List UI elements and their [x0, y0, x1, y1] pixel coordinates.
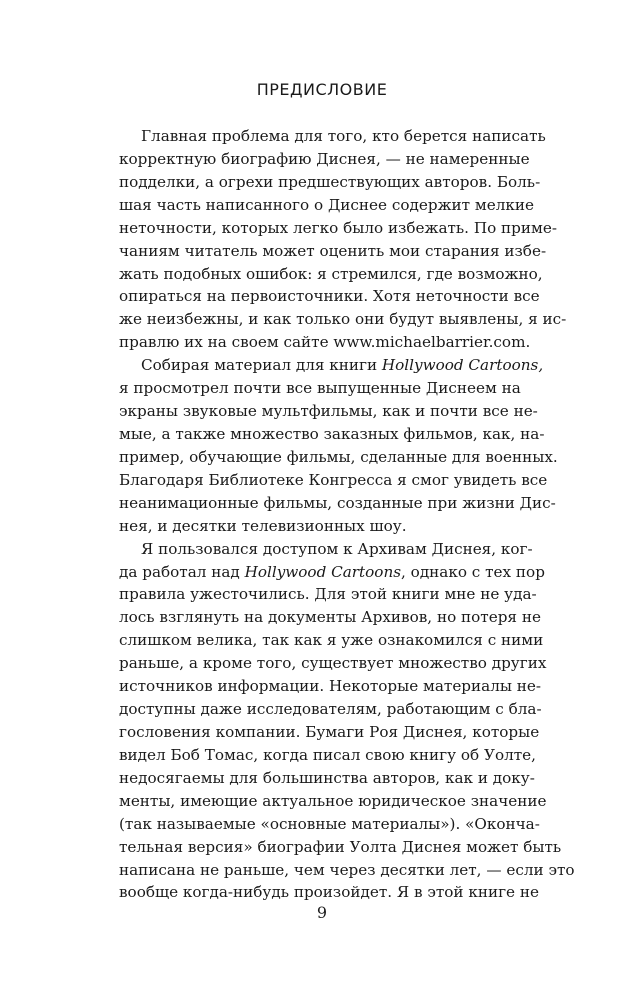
text-line	[119, 354, 544, 377]
text-segment: видел Боб Томас, когда писал свою книгу об Уолте,	[119, 745, 536, 764]
text-line	[119, 446, 558, 469]
text-line	[119, 125, 546, 148]
text-line	[119, 423, 545, 446]
text-line	[119, 515, 515, 538]
text-segment: Я пользовался доступом к Архивам Диснея, ког-	[141, 539, 533, 558]
text-line	[119, 194, 534, 217]
text-line	[119, 881, 539, 904]
text-segment: слишком велика, так как я уже ознакомился с ними	[119, 631, 544, 650]
text-line	[119, 744, 536, 767]
italic-title: Hollywood Cartoons	[244, 562, 402, 581]
text-line	[119, 790, 547, 813]
text-line	[119, 698, 542, 721]
text-line	[119, 813, 540, 836]
text-line	[119, 859, 575, 882]
text-segment: лось взглянуть на документы Архивов, но потеря не	[119, 608, 541, 627]
text-line	[119, 538, 533, 561]
text-line	[119, 721, 540, 744]
text-segment: недосягаемы для большинства авторов, как и доку-	[119, 768, 535, 787]
text-line	[119, 836, 562, 859]
text-segment: неанимационные фильмы, созданные при жизни Дис-	[119, 493, 556, 512]
text-segment: нея, и десятки телевизионных шоу.	[119, 516, 407, 535]
text-segment: менты, имеющие актуальное юридическое значение	[119, 791, 547, 810]
text-segment: же неизбежны, и как только они будут выявлены, я ис-	[119, 310, 567, 329]
text-segment: Благодаря Библиотеке Конгресса я смог увидеть все	[119, 470, 548, 489]
text-segment: чаниям читатель может оценить мои старания избе-	[119, 241, 547, 260]
text-segment: доступны даже исследователям, работающим с бла-	[119, 700, 542, 719]
text-segment: гословения компании. Бумаги Роя Диснея, которые	[119, 722, 540, 741]
text-segment: я просмотрел почти все выпущенные Диснеем на	[119, 379, 521, 398]
text-segment: экраны звуковые мультфильмы, как и почти все не-	[119, 402, 538, 421]
italic-title: Hollywood Cartoons,	[381, 356, 544, 375]
text-segment: Собирая материал для книги	[141, 356, 382, 375]
text-segment: (так называемые «основные материалы»). «Оконча-	[119, 814, 540, 833]
text-segment: написана не раньше, чем через десятки лет, — если это	[119, 860, 575, 879]
text-segment: подделки, а огрехи предшествующих авторов. Боль-	[119, 172, 541, 191]
text-line	[119, 469, 548, 492]
text-segment: , однако с тех пор	[401, 562, 545, 581]
text-line	[119, 148, 530, 171]
text-line	[119, 217, 557, 240]
text-line	[119, 583, 537, 606]
text-segment: опираться на первоисточники. Хотя неточности все	[119, 287, 540, 306]
text-segment: правила ужесточились. Для этой книги мне не уда-	[119, 585, 537, 604]
text-line	[119, 263, 543, 286]
text-line	[119, 492, 556, 515]
text-line	[119, 400, 538, 423]
text-segment: жать подобных ошибок: я стремился, где возможно,	[119, 264, 543, 283]
text-line	[119, 767, 535, 790]
text-segment: корректную биографию Диснея, — не намеренные	[119, 149, 530, 168]
text-segment: Главная проблема для того, кто берется написать	[141, 127, 546, 145]
body-text	[119, 125, 575, 904]
text-segment: правлю их на своем сайте www.michaelbarrier.com.	[119, 333, 531, 352]
text-segment: неточности, которых легко было избежать. По приме-	[119, 218, 557, 237]
text-line	[119, 675, 542, 698]
text-line	[119, 561, 545, 584]
text-line	[119, 629, 544, 652]
text-segment: тельная версия» биографии Уолта Диснея может быть	[119, 837, 562, 856]
text-line	[119, 285, 540, 308]
text-segment: раньше, а кроме того, существует множество других	[119, 654, 547, 673]
text-line	[119, 240, 547, 263]
text-segment: да работал над	[119, 562, 245, 581]
text-line	[119, 606, 541, 629]
text-segment: вообще когда-нибудь произойдет. Я в этой книге не	[119, 883, 539, 902]
text-line	[119, 308, 567, 331]
text-line	[119, 171, 541, 194]
chapter-heading: ПРЕДИСЛОВИЕ	[256, 80, 388, 99]
text-line	[119, 377, 521, 400]
text-line	[119, 652, 547, 675]
page-number: 9	[316, 903, 328, 922]
text-segment: пример, обучающие фильмы, сделанные для военных.	[119, 447, 558, 466]
text-segment: мые, а также множество заказных фильмов, как, на-	[119, 424, 545, 443]
text-segment: источников информации. Некоторые материалы не-	[119, 677, 542, 696]
text-segment: шая часть написанного о Диснее содержит мелкие	[119, 195, 534, 214]
text-line	[119, 331, 531, 354]
